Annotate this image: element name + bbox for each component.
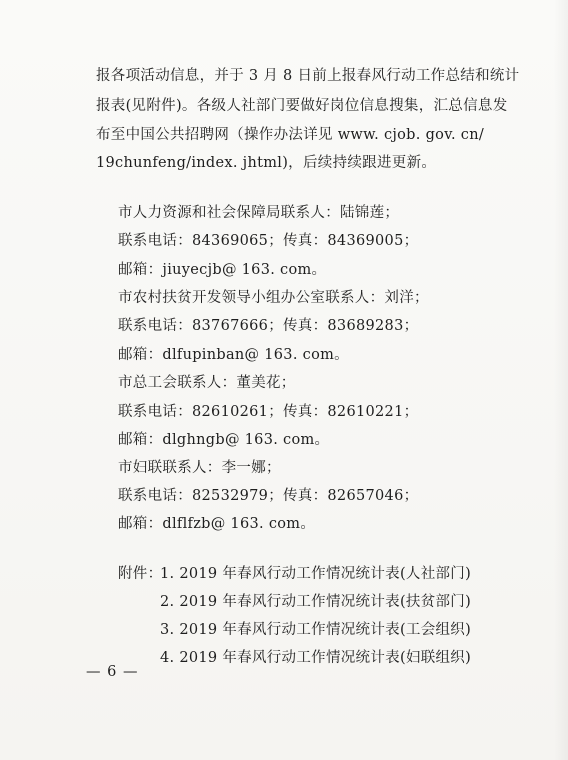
contact-phone: 联系电话：83767666；传真：83689283； (118, 318, 419, 334)
contact-phone: 联系电话：84369065；传真：84369005； (118, 233, 419, 249)
contact-email: 邮箱：dlfupinban@ 163. com。 (118, 347, 349, 363)
page-number: — 6 — (86, 664, 139, 680)
contact-email: 邮箱：dlghngb@ 163. com。 (118, 432, 330, 448)
intro-line: 19chunfeng/index. jhtml)，后续持续跟进更新。 (96, 155, 437, 171)
attachment-item: 3. 2019 年春风行动工作情况统计表(工会组织) (160, 622, 472, 638)
contact-email: 邮箱：dlflfzb@ 163. com。 (118, 516, 316, 532)
intro-line: 报表(见附件)。各级人社部门要做好岗位信息搜集，汇总信息发 (96, 98, 508, 114)
contact-phone: 联系电话：82610261；传真：82610221； (118, 404, 419, 420)
attachment-label: 附件： (118, 566, 163, 582)
contact-name: 市农村扶贫开发领导小组办公室联系人：刘洋； (118, 290, 429, 306)
contact-name: 市妇联联系人：李一娜； (118, 460, 281, 476)
intro-line: 报各项活动信息，并于 3 月 8 日前上报春风行动工作总结和统计 (96, 68, 520, 84)
page-edge-shadow (554, 0, 568, 760)
attachment-item: 1. 2019 年春风行动工作情况统计表(人社部门) (160, 566, 472, 582)
contact-name: 市总工会联系人：董美花； (118, 375, 296, 391)
contact-phone: 联系电话：82532979；传真：82657046； (118, 488, 419, 504)
attachment-item: 4. 2019 年春风行动工作情况统计表(妇联组织) (160, 650, 472, 666)
contact-name: 市人力资源和社会保障局联系人：陆锦莲； (118, 205, 400, 221)
contact-email: 邮箱：jiuyecjb@ 163. com。 (118, 262, 327, 278)
attachment-item: 2. 2019 年春风行动工作情况统计表(扶贫部门) (160, 594, 472, 610)
intro-line: 布至中国公共招聘网（操作办法详见 www. cjob. gov. cn/ (96, 127, 485, 143)
